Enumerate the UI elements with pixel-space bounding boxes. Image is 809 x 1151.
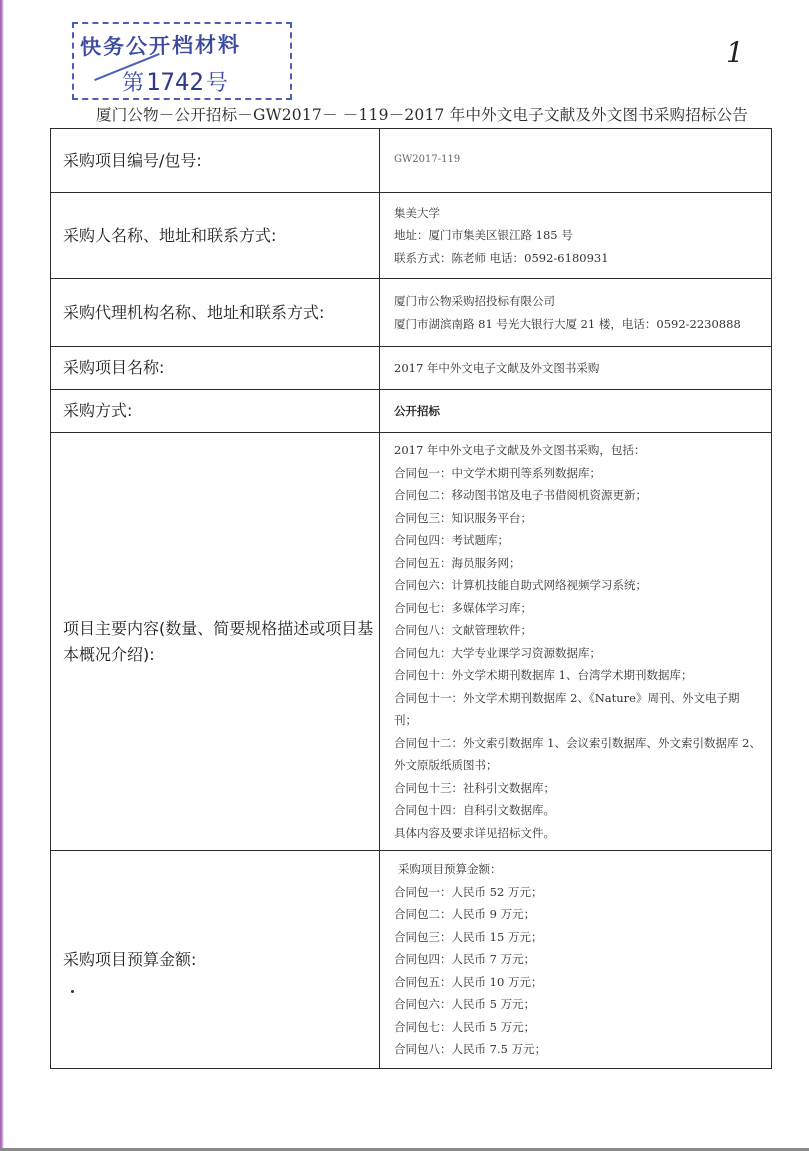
budget-line: 合同包五：人民币 10 万元； [394,974,543,989]
value-budget [380,851,772,1069]
content-line: 刊； [394,713,417,727]
project-name-text: 2017 年中外文电子文献及外文图书采购 [394,360,600,375]
stamp-number: 1742 [146,68,204,96]
agency-line: 厦门市公物采购招投标有限公司 [394,294,555,308]
budget-line: 合同包三：人民币 15 万元； [394,929,543,944]
content-line: 合同包四：考试题库； [394,533,509,547]
stamp-line-1: 快务公开档材料 [79,32,242,60]
row-project-name [51,347,772,390]
page-number-mark: 1 [726,36,744,69]
method-text: 公开招标 [394,403,440,418]
content-line: 合同包十一：外文学术期刊数据库 2、《Nature》周刊、外文电子期 [394,690,740,705]
row-budget [51,851,772,1069]
content-line: 合同包五：海员服务网； [394,555,521,570]
purchaser-line: 联系方式：陈老师 电话：0592-6180931 [394,250,609,265]
content-line: 合同包三：知识服务平台； [394,510,532,525]
agency-line: 厦门市湖滨南路 81 号光大银行大厦 21 楼，电话：0592-2230888 [394,316,741,331]
document-title: 厦门公物－公开招标－GW2017－ －119－2017 年中外文电子文献及外文图书采购招标公告 [96,106,749,124]
row-project-no [51,129,772,193]
content-line: 合同包七：多媒体学习库； [394,600,532,615]
scan-speck [71,990,74,993]
content-line: 合同包六：计算机技能自助式网络视频学习系统； [394,578,647,592]
budget-line: 合同包七：人民币 5 万元； [394,1019,536,1034]
row-purchaser [51,193,772,279]
content-line: 具体内容及要求详见招标文件。 [394,825,555,840]
value-content [380,433,772,851]
content-line: 外文原版纸质图书； [394,758,498,772]
row-agency [51,279,772,347]
label-project-name: 采购项目名称: [51,347,380,390]
content-line: 2017 年中外文电子文献及外文图书采购，包括： [394,443,646,457]
budget-line: 合同包四：人民币 7 万元； [394,952,536,967]
content-line: 合同包九：大学专业课学习资源数据库； [394,645,601,660]
announcement-table [50,128,772,1069]
stamp-prefix: 第 [122,71,145,96]
label-purchaser: 采购人名称、地址和联系方式: [51,193,380,279]
project-no-text: GW2017-119 [394,154,461,166]
content-line: 合同包二：移动图书馆及电子书借阅机资源更新； [394,488,647,502]
value-method [380,390,772,433]
budget-line: 合同包六：人民币 5 万元； [394,997,536,1012]
label-budget: 采购项目预算金额: [51,851,380,1069]
value-project-name [380,347,772,390]
label-content: 项目主要内容(数量、简要规格描述或项目基本概况介绍): [51,433,380,851]
row-content [51,433,772,851]
content-line: 合同包十：外文学术期刊数据库 1、台湾学术期刊数据库； [394,668,693,682]
stamp-suffix: 号 [205,71,228,96]
purchaser-line: 集美大学 [394,205,440,220]
label-project-no: 采购项目编号/包号: [51,129,380,193]
budget-title: 采购项目预算金额： [398,862,502,877]
stamp-line-2 [122,66,228,97]
value-project-no [380,129,772,193]
row-method [51,390,772,433]
archive-stamp [72,22,292,100]
value-agency [380,279,772,347]
content-line: 合同包十二：外文索引数据库 1、会议索引数据库、外文索引数据库 2、 [394,735,761,750]
content-line: 合同包十三：社科引文数据库； [394,780,555,795]
scan-edge [0,0,4,1151]
content-line: 合同包一：中文学术期刊等系列数据库； [394,465,601,480]
budget-line: 合同包一：人民币 52 万元； [394,884,543,899]
budget-line: 合同包二：人民币 9 万元； [394,907,536,922]
content-line: 合同包八：文献管理软件； [394,623,532,637]
label-agency: 采购代理机构名称、地址和联系方式: [51,279,380,347]
content-line: 合同包十四：自科引文数据库。 [394,803,555,817]
label-method: 采购方式: [51,390,380,433]
purchaser-line: 地址：厦门市集美区银江路 185 号 [394,228,573,243]
budget-line: 合同包八：人民币 7.5 万元； [394,1042,547,1057]
value-purchaser [380,193,772,279]
